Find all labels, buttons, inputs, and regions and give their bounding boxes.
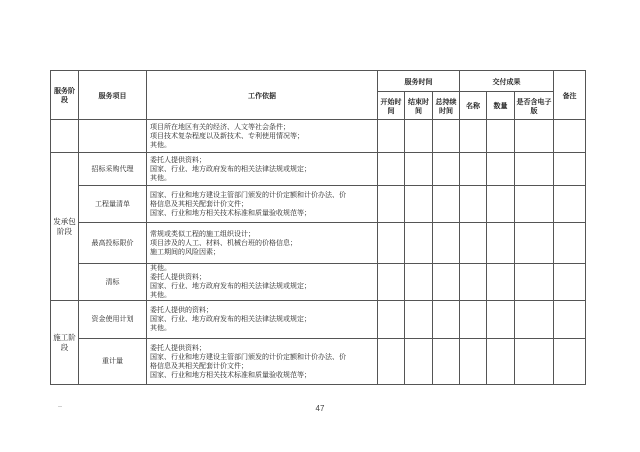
header-quantity: 数量 [487, 92, 515, 120]
header-electronic: 是否含电子版 [515, 92, 554, 120]
basis-line: 国家、行业和地方相关技术标准和质量验收规范等； [150, 208, 311, 217]
phase-label: 发承包阶段 [51, 153, 79, 301]
service-item: 重计量 [79, 339, 147, 385]
header-duration: 总持续时间 [433, 92, 460, 120]
basis-line: 委托人提供的资料； [150, 306, 213, 314]
basis-line: 格信息及其相关配套计价文件； [150, 361, 248, 370]
basis-line: 其他。 [150, 173, 171, 182]
header-basis: 工作依据 [147, 71, 378, 120]
service-item: 清标 [79, 264, 147, 301]
basis-cell [147, 120, 378, 153]
basis-line: 常规或类似工程的施工组织设计； [150, 229, 255, 238]
basis-line: 委托人提供资料； [150, 155, 206, 164]
header-service-time: 服务时间 [378, 71, 460, 92]
footer-mark: -- [58, 404, 62, 410]
basis-line: 其他。 [150, 324, 171, 332]
page-number: 47 [315, 404, 325, 413]
header-phase: 服务阶段 [51, 71, 79, 120]
basis-line: 国家、行业、地方政府发布的相关法律法规或规定； [150, 164, 311, 173]
basis-line: 国家、行业和地方建设主管部门颁发的计价定额和计价办法、价 [150, 352, 346, 361]
basis-line: 委托人提供资料； [150, 343, 206, 352]
basis-line: 施工期间的风险因素； [150, 247, 220, 256]
basis-line: 格信息及其相关配套计价文件； [150, 199, 248, 208]
table-row [51, 153, 586, 186]
service-item: 最高投标限价 [79, 223, 147, 264]
table-row [51, 186, 586, 223]
header-end: 结束时间 [405, 92, 433, 120]
table-row [51, 339, 586, 385]
header-start: 开始时间 [378, 92, 405, 120]
basis-cell [147, 223, 378, 264]
basis-line: 委托人提供资料； [150, 273, 206, 281]
header-remark: 备注 [554, 71, 586, 120]
basis-cell [147, 301, 378, 339]
basis-cell [147, 153, 378, 186]
basis-line: 项目涉及的人工、材料、机械台班的价格信息； [150, 238, 297, 247]
phase-cell-empty [51, 120, 79, 153]
basis-line: 国家、行业、地方政府发布的相关法律法规或规定； [150, 315, 311, 323]
phase-label: 施工阶段 [51, 301, 79, 385]
basis-line: 其他。 [150, 140, 171, 149]
service-item: 资金使用计划 [79, 301, 147, 339]
header-deliverables: 交付成果 [460, 71, 554, 92]
table-row [51, 223, 586, 264]
basis-line: 国家、行业和地方建设主管部门颁发的计价定额和计价办法、价 [150, 190, 346, 199]
item-cell-empty [79, 120, 147, 153]
basis-line: 项目技术复杂程度以及新技术、专利使用情况等； [150, 131, 304, 140]
basis-line: 其他。 [150, 291, 171, 299]
basis-line: 其他。 [150, 264, 171, 272]
table-row [51, 264, 586, 301]
basis-cell [147, 264, 378, 301]
service-item: 招标采购代理 [79, 153, 147, 186]
service-item: 工程量清单 [79, 186, 147, 223]
basis-line: 项目所在地区有关的经济、人文等社会条件； [150, 122, 290, 131]
basis-line: 国家、行业、地方政府发布的相关法律法规或规定； [150, 282, 311, 290]
service-table [50, 70, 586, 385]
basis-line: 国家、行业和地方相关技术标准和质量验收规范等； [150, 370, 311, 379]
basis-cell [147, 186, 378, 223]
table-row [51, 120, 586, 153]
header-name: 名称 [460, 92, 487, 120]
header-item: 服务项目 [79, 71, 147, 120]
basis-cell [147, 339, 378, 385]
table-row [51, 301, 586, 339]
